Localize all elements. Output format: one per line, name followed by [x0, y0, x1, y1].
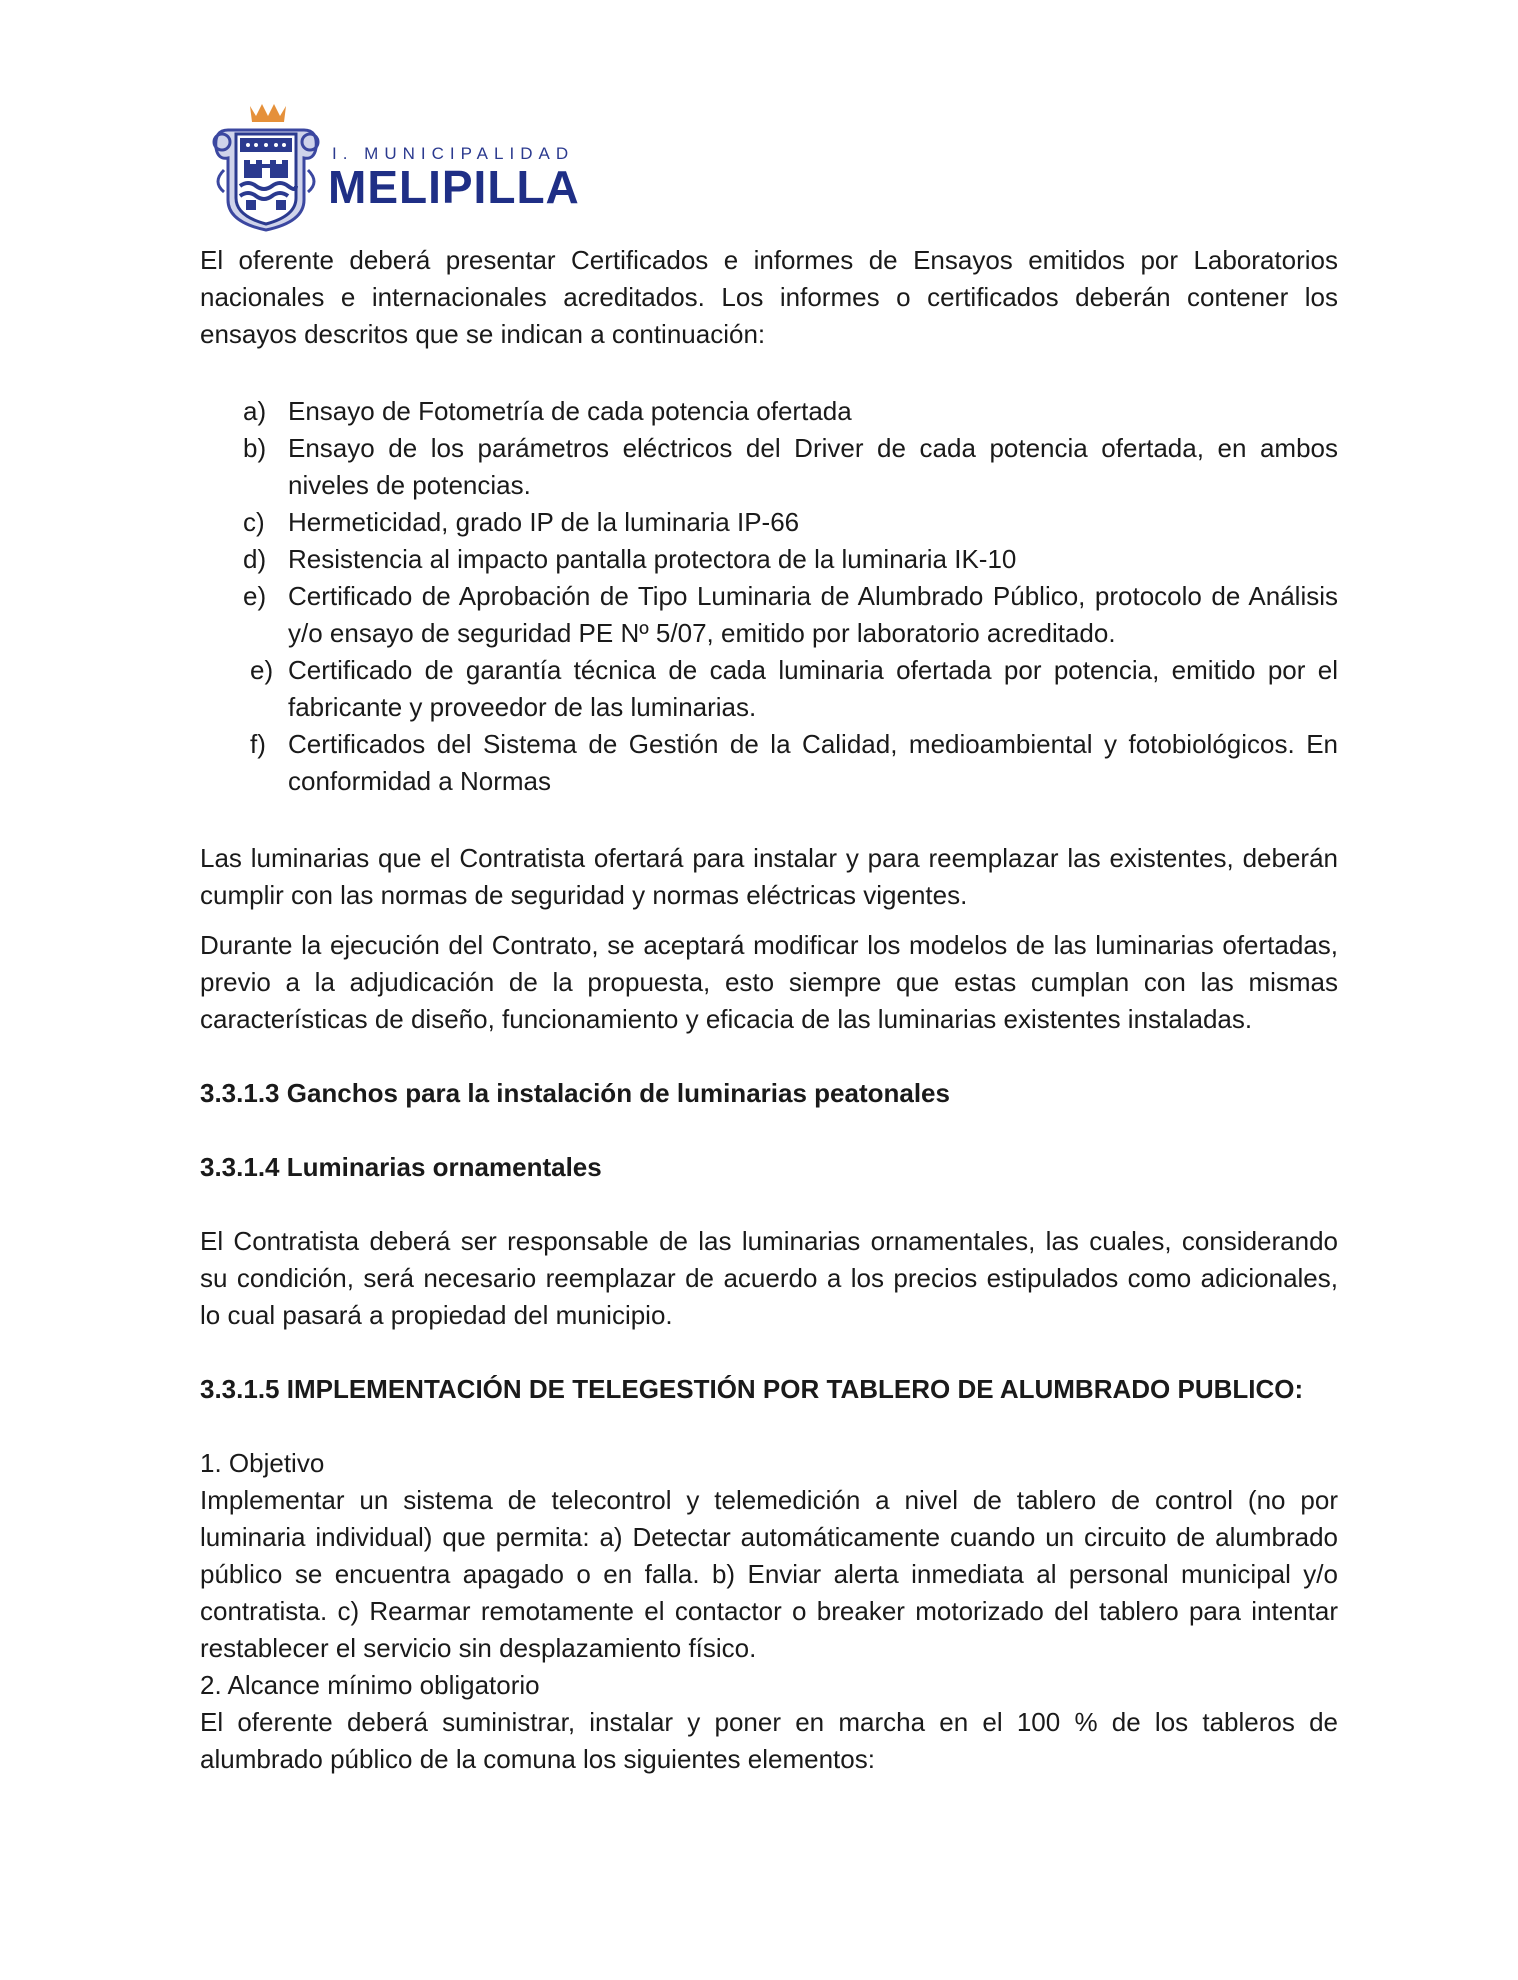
models-paragraph: Durante la ejecución del Contrato, se aceptará modificar los modelos de las luminarias ofertadas, previo a la adjudicación de la propuesta, esto siempre que estas cumplan con las mismas características de diseño, funcionamiento y eficacia de las luminarias existentes instaladas. [200, 930, 1338, 1034]
ornamental-paragraph: El Contratista deberá ser responsable de las luminarias ornamentales, las cuales, considerando su condición, será necesario reemplazar de acuerdo a los precios estipulados como adicionales, lo cual pasará a propiedad del municipio. [200, 1226, 1338, 1330]
list-item-text: Hermeticidad, grado IP de la luminaria IP-66 [288, 507, 800, 537]
logo-subtitle: I. MUNICIPALIDAD [332, 144, 575, 163]
norms-paragraph: Las luminarias que el Contratista ofertará para instalar y para reemplazar las existentes, deberán cumplir con las normas de seguridad y normas eléctricas vigentes. [200, 843, 1338, 910]
list-item-text: Resistencia al impacto pantalla protectora de la luminaria IK-10 [288, 544, 1017, 574]
list-item [200, 652, 1338, 726]
list-item-text: Certificado de garantía técnica de cada luminaria ofertada por potencia, emitido por el fabricante y proveedor de las luminarias. [288, 655, 1338, 722]
list-marker: e) [243, 581, 267, 611]
logo-title: MELIPILLA [328, 161, 580, 213]
municipal-crest-logo [210, 100, 322, 235]
section-heading-3-3-1-3: 3.3.1.3 Ganchos para la instalación de luminarias peatonales [200, 1078, 950, 1108]
document-body [200, 242, 1338, 1778]
list-item [200, 430, 1338, 504]
list-item [200, 726, 1338, 800]
objective-text: Implementar un sistema de telecontrol y telemedición a nivel de tablero de control (no por luminaria individual) que permita: a) Detectar automáticamente cuando un circuito de alumbrado público se encuentra apagado o en falla. b) Enviar alerta inmediata al personal municipal y/o contratista. c) Rearmar remotamente el contactor o breaker motorizado del tablero para intentar restablecer el servicio sin desplazamiento físico. [200, 1485, 1338, 1663]
list-item [200, 393, 1338, 430]
list-marker: a) [243, 396, 267, 426]
section-heading-3-3-1-5: 3.3.1.5 IMPLEMENTACIÓN DE TELEGESTIÓN POR TABLERO DE ALUMBRADO PUBLICO: [200, 1374, 1304, 1404]
objective-title: 1. Objetivo [200, 1448, 325, 1478]
scope-text: El oferente deberá suministrar, instalar y poner en marcha en el 100 % de los tableros de alumbrado público de la comuna los siguientes elementos: [200, 1707, 1338, 1774]
intro-paragraph: El oferente deberá presentar Certificados e informes de Ensayos emitidos por Laboratorios nacionales e internacionales acreditados. Los informes o certificados deberán contener los ensayos descritos que se indican a continuación: [200, 245, 1338, 349]
list-item-text: Certificados del Sistema de Gestión de la Calidad, medioambiental y fotobiológicos. En conformidad a Normas [288, 729, 1338, 796]
list-marker: b) [243, 433, 267, 463]
list-item [200, 578, 1338, 652]
scope-title: 2. Alcance mínimo obligatorio [200, 1670, 540, 1700]
list-item [200, 541, 1338, 578]
municipal-header [210, 100, 610, 235]
list-marker: c) [243, 507, 265, 537]
list-marker: d) [243, 544, 267, 574]
section-heading-3-3-1-4: 3.3.1.4 Luminarias ornamentales [200, 1152, 602, 1182]
list-item-text: Ensayo de Fotometría de cada potencia ofertada [288, 396, 852, 426]
list-item-text: Ensayo de los parámetros eléctricos del Driver de cada potencia ofertada, en ambos niveles de potencias. [288, 433, 1338, 500]
tests-list [200, 393, 1338, 800]
list-item-text: Certificado de Aprobación de Tipo Luminaria de Alumbrado Público, protocolo de Análisis y/o ensayo de seguridad PE Nº 5/07, emitido por laboratorio acreditado. [288, 581, 1338, 648]
list-marker: e) [250, 655, 274, 685]
list-marker: f) [250, 729, 266, 759]
list-item [200, 504, 1338, 541]
